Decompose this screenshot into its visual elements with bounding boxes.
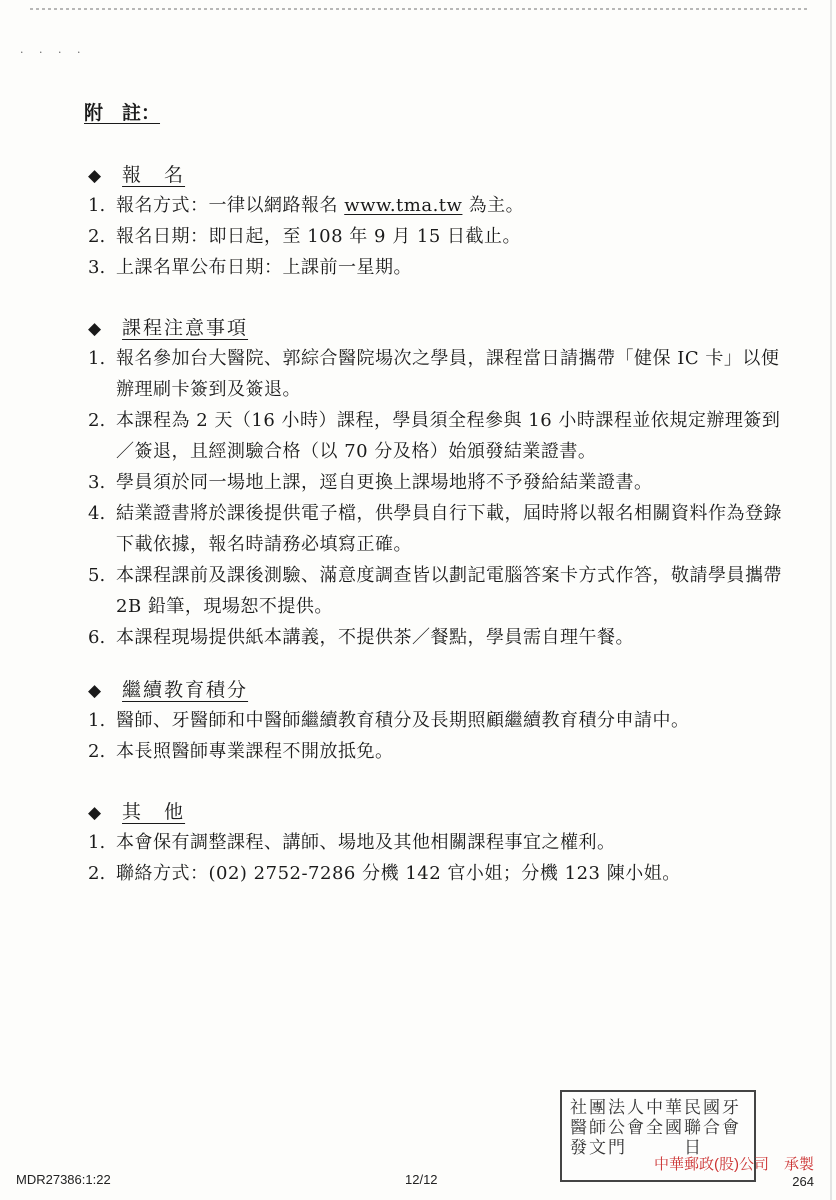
item-text: 報名日期：即日起，至 108 年 9 月 15 日截止。 bbox=[116, 226, 522, 247]
item-number: 3. bbox=[88, 472, 106, 493]
scan-edge-right bbox=[830, 0, 832, 1200]
list-item bbox=[88, 405, 788, 467]
item-number: 2. bbox=[88, 410, 106, 431]
list-item bbox=[88, 498, 788, 560]
item-text: 聯絡方式：(02) 2752-7286 分機 142 官小姐；分機 123 陳小姐。 bbox=[116, 863, 681, 884]
scan-edge-top bbox=[30, 8, 810, 10]
stamp-line: 醫師公會全國聯合會 bbox=[570, 1118, 741, 1138]
item-text: 本課程課前及課後測驗、滿意度調查皆以劃記電腦答案卡方式作答，敬請學員攜帶 2B 鉛筆，現場恕不提供。 bbox=[116, 565, 782, 617]
section-other bbox=[88, 797, 788, 889]
item-text: 本課程現場提供紙本講義，不提供茶／餐點，學員需自理午餐。 bbox=[116, 627, 634, 648]
section-heading bbox=[88, 675, 788, 705]
list-item bbox=[88, 467, 788, 498]
section-course-notes bbox=[88, 313, 788, 653]
stamp-line: 社團法人中華民國牙 bbox=[570, 1098, 741, 1118]
section-heading bbox=[88, 160, 788, 190]
section-heading bbox=[88, 313, 788, 343]
item-number: 1. bbox=[88, 195, 106, 216]
stamp-line: 發文門 日 bbox=[570, 1138, 703, 1158]
registration-website-link[interactable]: www.tma.tw bbox=[344, 195, 463, 216]
item-text: 報名參加台大醫院、郭綜合醫院場次之學員，課程當日請攜帶「健保 IC 卡」以便辦理刷卡簽到及簽退。 bbox=[116, 348, 780, 400]
section-title: 課程注意事項 bbox=[122, 317, 249, 339]
annex-label: 附 註： bbox=[84, 102, 161, 124]
item-number: 1. bbox=[88, 832, 106, 853]
list-item bbox=[88, 560, 788, 622]
printer-page-number: 264 bbox=[792, 1174, 814, 1189]
item-text-post: 為主。 bbox=[462, 195, 525, 216]
diamond-bullet-icon: ◆ bbox=[88, 681, 102, 701]
item-number: 2. bbox=[88, 863, 106, 884]
annex-heading bbox=[84, 98, 160, 125]
document-id: MDR27386:1:22 bbox=[16, 1172, 111, 1187]
list-item bbox=[88, 221, 788, 252]
page-number: 12/12 bbox=[405, 1172, 438, 1187]
printer-credit: 中華郵政(股)公司 承製 bbox=[654, 1156, 814, 1173]
item-number: 2. bbox=[88, 226, 106, 247]
list-item bbox=[88, 705, 788, 736]
item-text: 學員須於同一場地上課，逕自更換上課場地將不予發給結業證書。 bbox=[116, 472, 653, 493]
list-item bbox=[88, 827, 788, 858]
section-heading bbox=[88, 797, 788, 827]
list-item bbox=[88, 190, 788, 221]
diamond-bullet-icon: ◆ bbox=[88, 166, 102, 186]
item-text: 上課名單公布日期：上課前一星期。 bbox=[116, 257, 412, 278]
item-number: 2. bbox=[88, 741, 106, 762]
item-text: 結業證書將於課後提供電子檔，供學員自行下載，屆時將以報名相關資料作為登錄下載依據，報名時請務必填寫正確。 bbox=[116, 503, 782, 555]
section-title: 繼續教育積分 bbox=[122, 679, 249, 701]
item-number: 5. bbox=[88, 565, 106, 586]
list-item bbox=[88, 252, 788, 283]
list-item bbox=[88, 736, 788, 767]
list-item bbox=[88, 622, 788, 653]
section-title: 報 名 bbox=[122, 164, 186, 186]
item-text: 本課程為 2 天（16 小時）課程，學員須全程參與 16 小時課程並依規定辦理簽到／簽退，且經測驗合格（以 70 分及格）始頒發結業證書。 bbox=[116, 410, 781, 462]
diamond-bullet-icon: ◆ bbox=[88, 319, 102, 339]
section-registration bbox=[88, 160, 788, 283]
section-continuing-education bbox=[88, 675, 788, 767]
item-text: 醫師、牙醫師和中醫師繼續教育積分及長期照顧繼續教育積分申請中。 bbox=[116, 710, 690, 731]
item-number: 1. bbox=[88, 710, 106, 731]
item-text: 本會保有調整課程、講師、場地及其他相關課程事宜之權利。 bbox=[116, 832, 616, 853]
item-text: 本長照醫師專業課程不開放抵免。 bbox=[116, 741, 394, 762]
item-number: 6. bbox=[88, 627, 106, 648]
item-text bbox=[116, 190, 788, 221]
item-number: 4. bbox=[88, 503, 106, 524]
list-item bbox=[88, 343, 788, 405]
diamond-bullet-icon: ◆ bbox=[88, 803, 102, 823]
item-number: 1. bbox=[88, 348, 106, 369]
list-item bbox=[88, 858, 788, 889]
item-text-pre: 報名方式：一律以網路報名 bbox=[116, 195, 345, 216]
scan-marks: · · · · bbox=[20, 46, 87, 59]
item-number: 3. bbox=[88, 257, 106, 278]
section-title: 其 他 bbox=[122, 801, 186, 823]
